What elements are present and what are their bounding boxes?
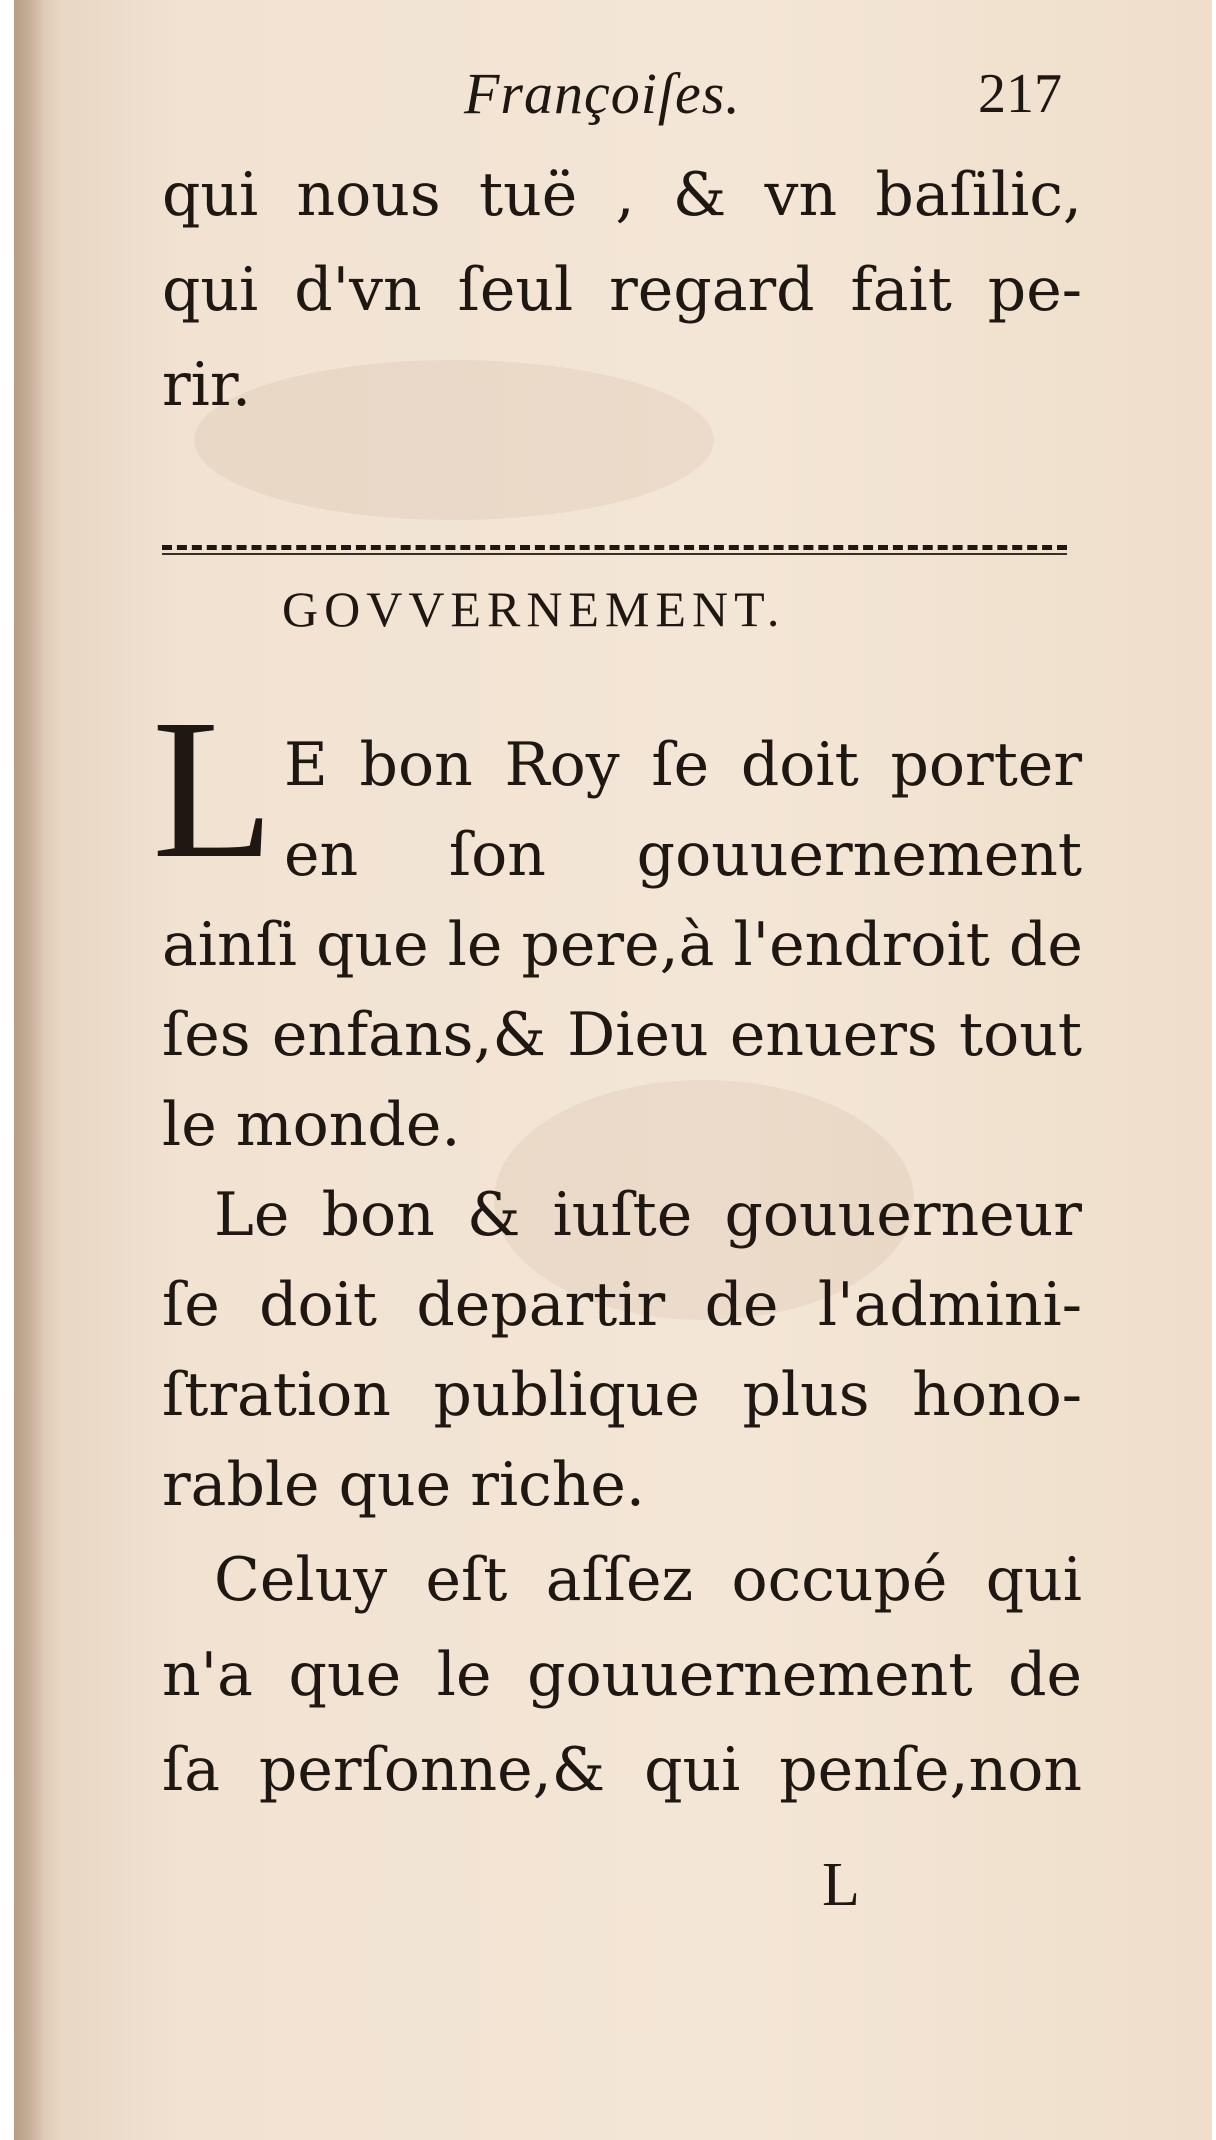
text-line: ſes enfans,& Dieu enuers tout: [162, 1000, 1082, 1070]
book-page: [14, 0, 1212, 2140]
drop-cap: L: [152, 679, 275, 900]
text-line: n'a que le gouuernement de: [162, 1640, 1082, 1710]
ornamental-rule: [162, 553, 1067, 555]
text-line: le monde.: [162, 1090, 461, 1160]
text-line: qui nous tuë , & vn baſilic,: [162, 160, 1082, 230]
text-line: rir.: [162, 350, 252, 420]
text-line: ſtration publique plus hono-: [162, 1360, 1082, 1430]
page-number: 217: [978, 63, 1062, 125]
ornamental-rule: [162, 545, 1067, 550]
text-line: Le bon & iuſte gouuerneur: [214, 1180, 1082, 1250]
text-line: en ſon gouuernement: [284, 820, 1082, 890]
section-heading: GOVVERNEMENT.: [282, 581, 786, 637]
text-line: qui d'vn ſeul regard fait pe-: [162, 255, 1082, 325]
catchword: L: [822, 1851, 860, 1919]
text-line: rable que riche.: [162, 1450, 645, 1520]
text-line: Celuy eſt aſſez occupé qui: [214, 1545, 1082, 1615]
text-line: E bon Roy ſe doit porter: [284, 730, 1082, 800]
text-line: ainſi que le pere,à l'endroit de: [162, 910, 1083, 980]
running-title: Françoiſes.: [464, 61, 741, 126]
text-line: ſa perſonne,& qui penſe,non: [162, 1735, 1082, 1805]
text-line: ſe doit departir de l'admini-: [162, 1270, 1082, 1340]
